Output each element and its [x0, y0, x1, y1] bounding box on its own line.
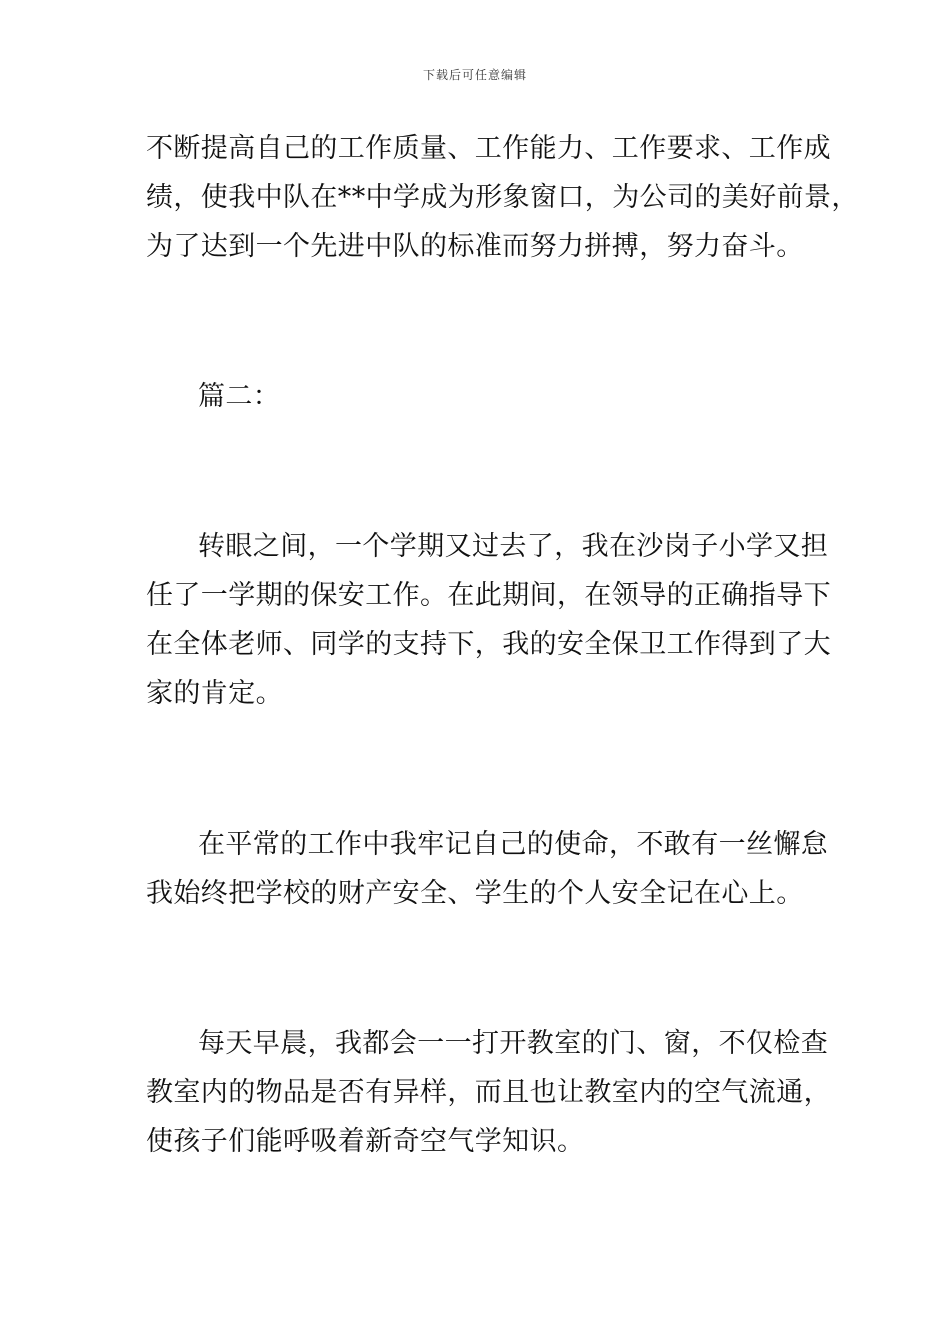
paragraph-3-line-2: 我始终把学校的财产安全、学生的个人安全记在心上。 [146, 878, 804, 909]
section-heading: 篇二： [198, 381, 281, 412]
paragraph-2-line-1: 转眼之间，一个学期又过去了，我在沙岗子小学又担 [198, 531, 829, 562]
paragraph-1-line-1: 不断提高自己的工作质量、工作能力、工作要求、工作成 [146, 133, 831, 164]
paragraph-2-line-3: 在全体老师、同学的支持下，我的安全保卫工作得到了大 [146, 629, 831, 660]
paragraph-1-line-2: 绩，使我中队在**中学成为形象窗口，为公司的美好前景， [146, 182, 859, 213]
paragraph-3-line-1: 在平常的工作中我牢记自己的使命，不敢有一丝懈怠 [198, 829, 829, 860]
paragraph-1-line-3: 为了达到一个先进中队的标准而努力拼搏，努力奋斗。 [146, 231, 804, 262]
page-header: 下载后可任意编辑 [422, 68, 527, 82]
paragraph-2-line-4: 家的肯定。 [146, 678, 283, 709]
paragraph-4-line-3: 使孩子们能呼吸着新奇空气学知识。 [146, 1126, 585, 1157]
paragraph-4-line-1: 每天早晨，我都会一一打开教室的门、窗，不仅检查 [198, 1028, 829, 1059]
paragraph-4-line-2: 教室内的物品是否有异样，而且也让教室内的空气流通， [146, 1077, 831, 1108]
paragraph-2-line-2: 任了一学期的保安工作。在此期间，在领导的正确指导下 [146, 580, 831, 611]
